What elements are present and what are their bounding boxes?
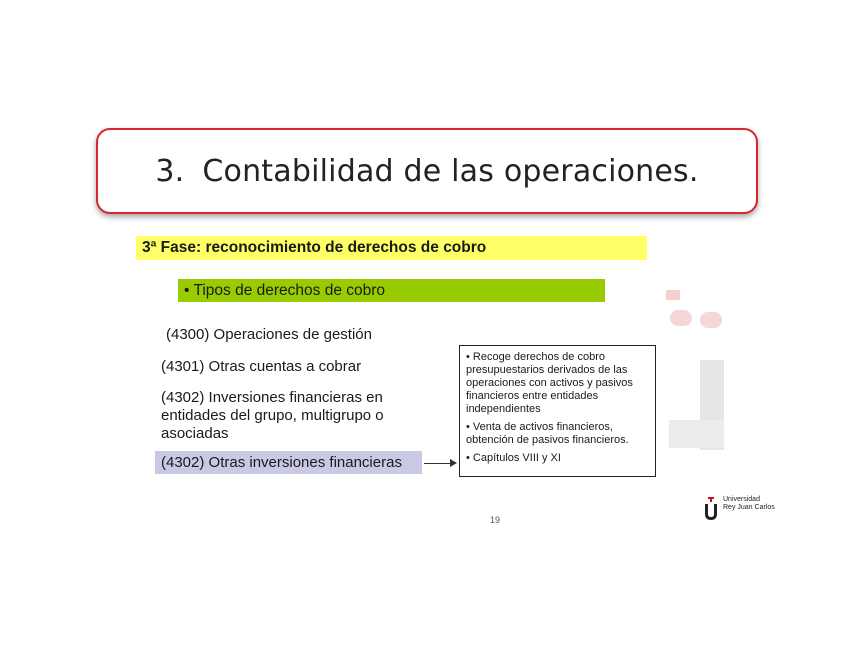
- list-item: (4302) Inversiones financieras en: [161, 389, 383, 406]
- info-bullet: • Recoge derechos de cobro presupuestarios derivados de las operaciones con activos y pasivos financieros entre entidades independientes: [466, 351, 633, 415]
- urjc-logo-icon: [704, 497, 718, 521]
- logo-line: Universidad: [723, 496, 760, 503]
- university-logo: [704, 493, 784, 525]
- phase-heading: 3ª Fase: reconocimiento de derechos de cobro: [136, 236, 647, 260]
- list-item: asociadas: [161, 425, 229, 442]
- info-bullet: • Capítulos VIII y XI: [466, 452, 561, 464]
- info-box: [459, 345, 656, 477]
- watermark-shape: [700, 312, 722, 328]
- info-bullet: • Venta de activos financieros, obtención de pasivos financieros.: [466, 421, 629, 446]
- logo-line: Rey Juan Carlos: [723, 504, 775, 511]
- watermark-shape: [670, 310, 692, 326]
- slide-title: [155, 154, 698, 189]
- list-item: (4301) Otras cuentas a cobrar: [161, 358, 362, 375]
- watermark-shape: [666, 290, 680, 300]
- list-item: entidades del grupo, multigrupo o: [161, 407, 384, 424]
- highlighted-item: (4302) Otras inversiones financieras: [155, 451, 422, 474]
- arrow-right-icon: [450, 459, 457, 467]
- title-box: [96, 128, 758, 214]
- list-item: (4300) Operaciones de gestión: [166, 326, 372, 343]
- title-label: Contabilidad de las operaciones.: [202, 153, 699, 189]
- page-number: 19: [490, 515, 501, 525]
- types-heading: • Tipos de derechos de cobro: [178, 279, 605, 302]
- title-number: 3.: [155, 153, 185, 189]
- logo-text: [723, 496, 775, 512]
- watermark-shape: [669, 420, 724, 448]
